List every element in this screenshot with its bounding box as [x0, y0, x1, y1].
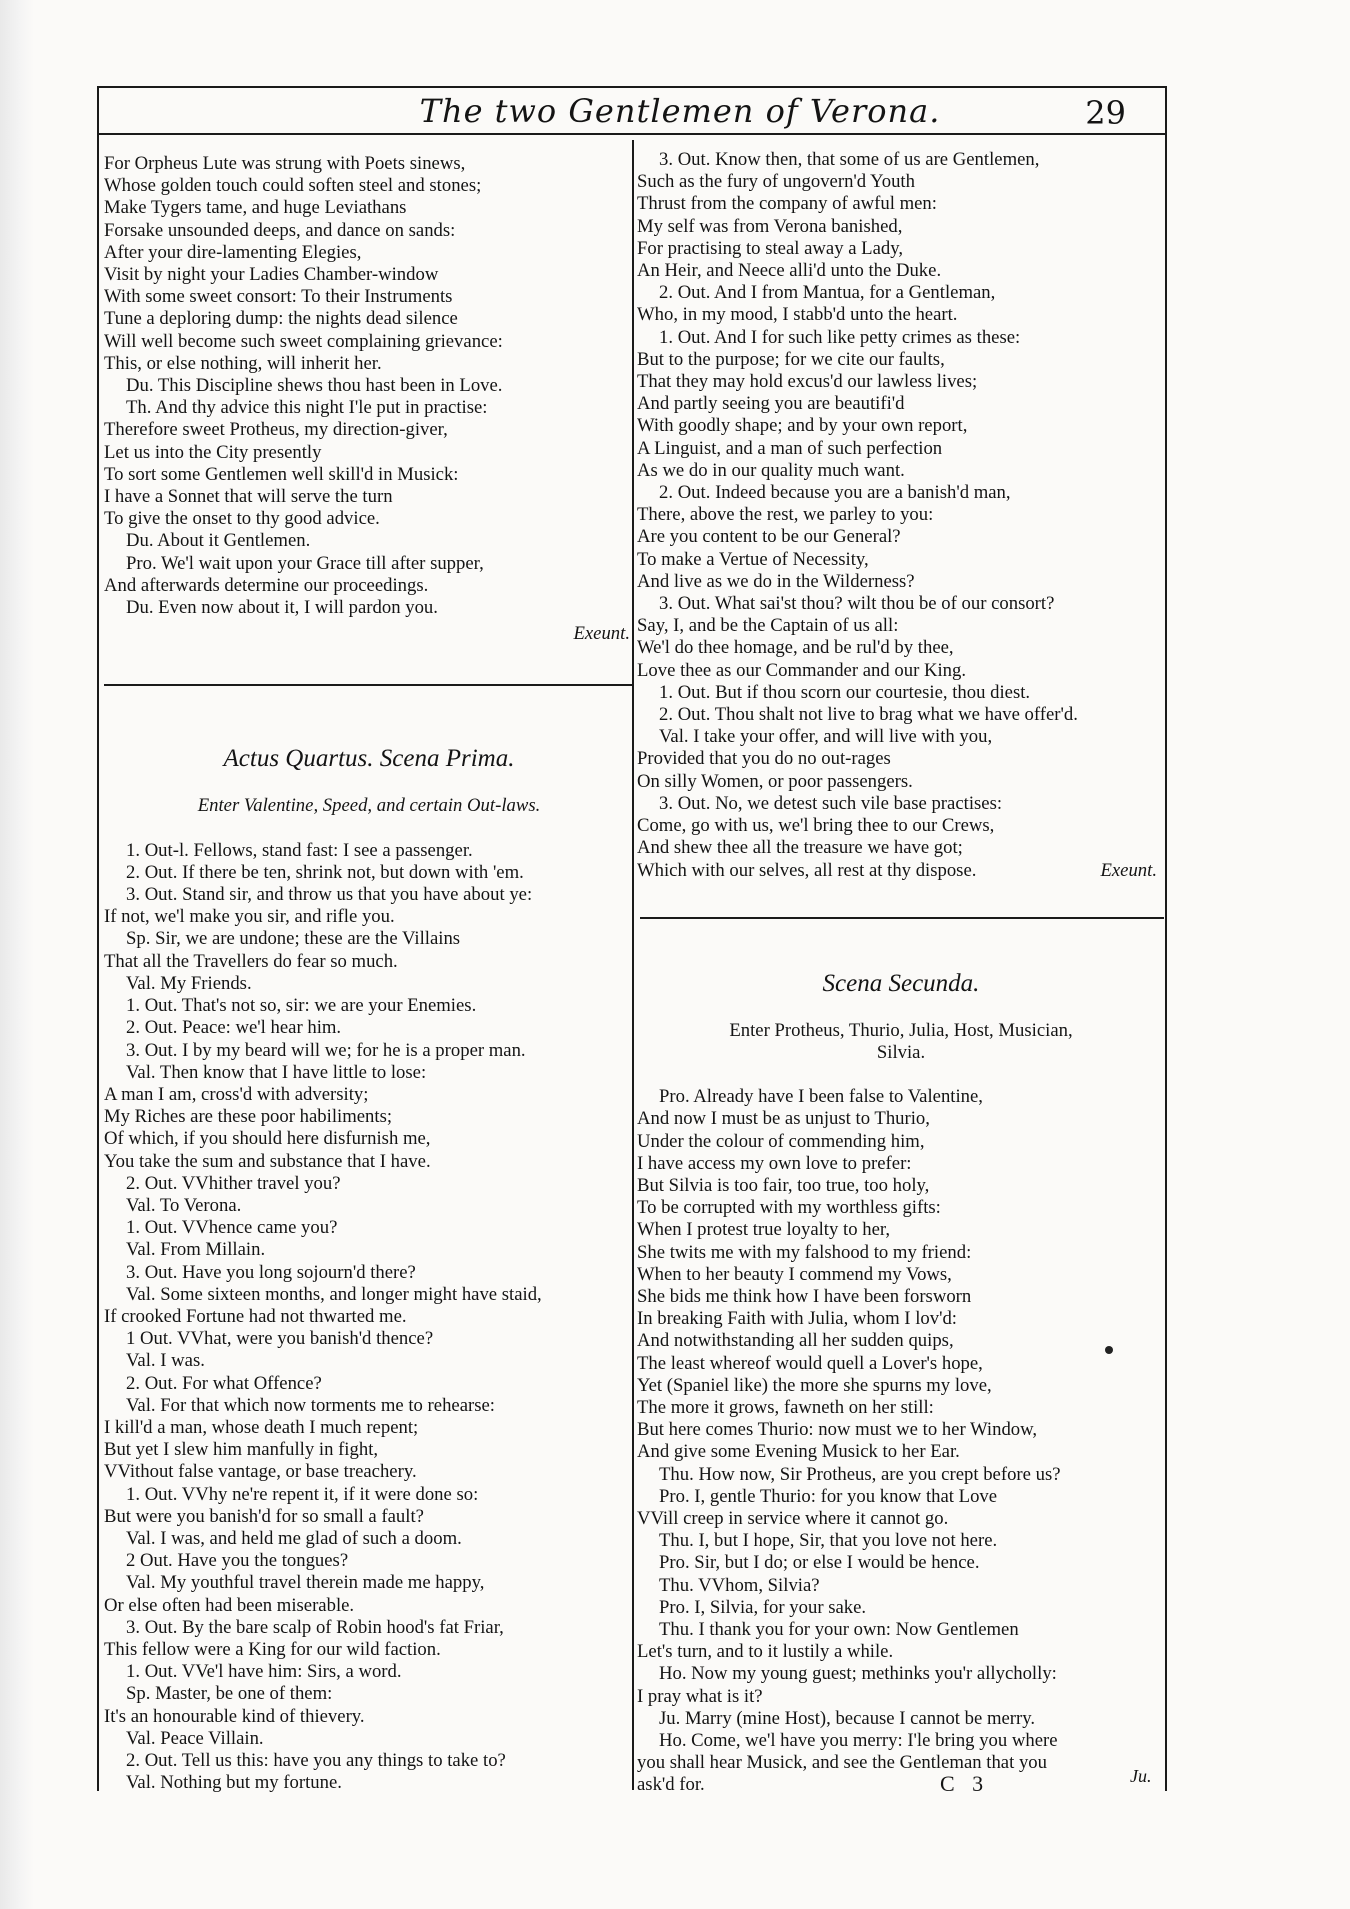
speech-line: Sp. Sir, we are undone; these are the Villains [126, 928, 461, 950]
speech-line: 3. Out. No, we detest such vile base practises: [659, 792, 1003, 814]
text-line: For Orpheus Lute was strung with Poets sinews, [104, 153, 466, 174]
text-line: This fellow were a King for our wild faction. [104, 1638, 441, 1660]
text-line: In breaking Faith with Julia, whom I lov'd: [637, 1308, 957, 1330]
text-line: Such as the fury of ungovern'd Youth [637, 171, 915, 193]
speech-line: 1. Out. VVhence came you? [126, 1217, 338, 1239]
speech-line: 3. Out. By the bare scalp of Robin hood's fat Friar, [126, 1616, 504, 1638]
scene-heading: Scena Secunda. [822, 969, 980, 997]
text-line: Come, go with us, we'l bring thee to our Crews, [637, 815, 995, 837]
stage-direction-continued: Silvia. [876, 1041, 926, 1063]
text-line: Which with our selves, all rest at thy dispose. [637, 859, 977, 881]
text-line: The more it grows, fawneth on her still: [637, 1396, 934, 1418]
text-line: But to the purpose; for we cite our faults, [637, 348, 945, 370]
text-line: Are you content to be our General? [637, 526, 901, 548]
speech-line: 3. Out. Stand sir, and throw us that you have about ye: [126, 884, 533, 906]
speech-line: 1. Out. That's not so, sir: we are your Enemies. [126, 995, 477, 1017]
speech-line: Thu. I, but I hope, Sir, that you love not here. [659, 1530, 998, 1552]
text-line: But yet I slew him manfully in fight, [104, 1439, 379, 1461]
speech-line: Sp. Master, be one of them: [126, 1683, 333, 1705]
text-line: Who, in my mood, I stabb'd unto the heart. [637, 304, 958, 326]
text-line: She twits me with my falshood to my friend: [637, 1241, 972, 1263]
text-line: Tune a deploring dump: the nights dead silence [104, 308, 458, 330]
right-scene-text [637, 1086, 1165, 1797]
speech-line: 1. Out. VVhy ne're repent it, if it were done so: [126, 1483, 479, 1505]
left-scene-text [104, 840, 634, 1795]
text-line: A man I am, cross'd with adversity; [104, 1083, 369, 1105]
speech-line: Val. To Verona. [126, 1194, 242, 1216]
text-line: She bids me think how I have been forsworn [637, 1285, 972, 1307]
running-title: The two Gentlemen of Verona. [419, 92, 941, 130]
speech-line: Pro. Already have I been false to Valentine, [659, 1086, 983, 1108]
text-line: There, above the rest, we parley to you: [637, 504, 934, 526]
text-line: After your dire-lamenting Elegies, [104, 241, 362, 263]
text-line: Provided that you do no out-rages [637, 748, 891, 770]
text-line: An Heir, and Neece alli'd unto the Duke. [637, 260, 942, 282]
text-line: To sort some Gentlemen well skill'd in Musick: [104, 463, 459, 485]
speech-line: 2 Out. Have you the tongues? [126, 1550, 349, 1572]
text-line: If not, we'l make you sir, and rifle you. [104, 906, 395, 928]
page-edge-shadow [0, 0, 34, 1909]
catchword: Ju. [1130, 1766, 1152, 1786]
speech-line: 1. Out. But if thou scorn our courtesie, thou diest. [659, 681, 1031, 703]
text-line: Forsake unsounded deeps, and dance on sands: [104, 219, 456, 241]
text-line: VVithout false vantage, or base treachery. [104, 1461, 417, 1483]
speech-line: 1. Out-l. Fellows, stand fast: I see a passenger. [126, 839, 473, 861]
speech-line: Val. For that which now torments me to rehearse: [126, 1394, 495, 1416]
text-line: If crooked Fortune had not thwarted me. [104, 1305, 407, 1327]
speech-line: Pro. I, gentle Thurio: for you know that Love [659, 1485, 998, 1507]
page-number: 29 [1085, 94, 1126, 132]
text-line: That they may hold excus'd our lawless lives; [637, 371, 978, 393]
text-line: And afterwards determine our proceedings. [104, 574, 429, 596]
speech-line: Val. Peace Villain. [126, 1727, 264, 1749]
speech-line: 2. Out. Indeed because you are a banish'd man, [659, 482, 1011, 504]
speech-line: 2. Out. Thou shalt not live to brag what we have offer'd. [659, 704, 1078, 726]
speech-line: Pro. Sir, but I do; or else I would be hence. [659, 1552, 980, 1574]
text-line: Yet (Spaniel like) the more she spurns my love, [637, 1374, 992, 1396]
speech-line: 3. Out. I by my beard will we; for he is a proper man. [126, 1039, 526, 1061]
header-bottom-rule [97, 133, 1167, 135]
speech-line: Val. Some sixteen months, and longer might have staid, [126, 1283, 542, 1305]
speech-line: 2. Out. Peace: we'l hear him. [126, 1017, 342, 1039]
speech-line: 2. Out. If there be ten, shrink not, but down with 'em. [126, 861, 524, 883]
speech-line: 2. Out. Tell us this: have you any things to take to? [126, 1750, 506, 1771]
text-line: Under the colour of commending him, [637, 1130, 925, 1152]
text-line: It's an honourable kind of thievery. [104, 1705, 365, 1727]
right-column [637, 149, 1165, 1797]
speech-line: Ho. Now my young guest; methinks you'r allycholly: [659, 1663, 1057, 1685]
right-border-rule [1165, 86, 1167, 1791]
speech-line: 3. Out. Know then, that some of us are Gentlemen, [659, 149, 1040, 170]
text-line: I have a Sonnet that will serve the turn [104, 486, 393, 508]
text-line: Whose golden touch could soften steel and stones; [104, 175, 482, 197]
text-line: We'l do thee homage, and be rul'd by thee, [637, 637, 954, 659]
left-border-rule [97, 86, 99, 1791]
speech-line: 2. Out. And I from Mantua, for a Gentleman, [659, 282, 996, 304]
speech-line: Val. I take your offer, and will live with you, [659, 726, 993, 748]
exit-direction: Exeunt. [573, 623, 630, 645]
speech-line: Ho. Come, we'l have you merry: I'le bring you where [659, 1730, 1058, 1751]
text-line: Say, I, and be the Captain of us all: [637, 615, 899, 637]
speech-line: 1. Out. And I for such like petty crimes as these: [659, 326, 1021, 348]
text-line: you shall hear Musick, and see the Gentleman that you [637, 1752, 1047, 1774]
text-line: Visit by night your Ladies Chamber-window [104, 264, 439, 286]
speech-line: 1. Out. VVe'l have him: Sirs, a word. [126, 1661, 402, 1683]
text-line: To be corrupted with my worthless gifts: [637, 1197, 941, 1219]
left-column [104, 153, 634, 1794]
text-line: Let's turn, and to it lustily a while. [637, 1641, 894, 1663]
speech-line: Val. My Friends. [126, 972, 252, 994]
text-line: But Silvia is too fair, too true, too holy, [637, 1174, 930, 1196]
text-line: Therefore sweet Protheus, my direction-giver, [104, 419, 448, 441]
text-line: I pray what is it? [637, 1685, 763, 1707]
speech-line: 2. Out. VVhither travel you? [126, 1172, 341, 1194]
text-line: Or else often had been miserable. [104, 1594, 355, 1616]
speech-line: Thu. VVhom, Silvia? [659, 1574, 820, 1596]
speech-line: 2. Out. For what Offence? [126, 1372, 322, 1394]
exit-direction: Exeunt. [1100, 859, 1157, 881]
text-line: Let us into the City presently [104, 441, 322, 463]
text-line: I have access my own love to prefer: [637, 1152, 912, 1174]
text-line: To make a Vertue of Necessity, [637, 548, 869, 570]
speech-line: Th. And thy advice this night I'le put in practise: [126, 397, 488, 419]
speech-line: Du. About it Gentlemen. [126, 530, 311, 552]
speech-line: 1 Out. VVhat, were you banish'd thence? [126, 1328, 434, 1350]
text-line: Love thee as our Commander and our King. [637, 659, 967, 681]
text-line: ask'd for. [637, 1774, 705, 1796]
speech-line: Pro. I, Silvia, for your sake. [659, 1596, 867, 1618]
text-line: VVill creep in service where it cannot go. [637, 1507, 949, 1529]
stage-direction: Enter Protheus, Thurio, Julia, Host, Musician, [729, 1019, 1073, 1041]
text-line: With goodly shape; and by your own report, [637, 415, 968, 437]
speech-line: Val. Then know that I have little to lose: [126, 1061, 427, 1083]
text-line: And live as we do in the Wilderness? [637, 570, 915, 592]
stage-direction: Enter Valentine, Speed, and certain Out-laws. [197, 795, 541, 817]
speech-line: Val. My youthful travel therein made me happy, [126, 1572, 485, 1594]
speech-line: Val. I was, and held me glad of such a doom. [126, 1527, 462, 1549]
text-line: And give some Evening Musick to her Ear. [637, 1441, 960, 1463]
speech-line: Thu. I thank you for your own: Now Gentlemen [659, 1618, 1019, 1640]
speech-line: Val. Nothing but my fortune. [126, 1772, 342, 1794]
text-line: When to her beauty I commend my Vows, [637, 1263, 952, 1285]
left-top-text [104, 153, 634, 645]
speech-line: 3. Out. Have you long sojourn'd there? [126, 1261, 416, 1283]
text-line: The least whereof would quell a Lover's hope, [637, 1352, 983, 1374]
text-line: And now I must be as unjust to Thurio, [637, 1108, 930, 1130]
text-line: And shew thee all the treasure we have got; [637, 837, 963, 859]
text-line: To give the onset to thy good advice. [104, 508, 380, 530]
speech-line: Val. I was. [126, 1350, 205, 1372]
right-top-text [637, 149, 1165, 882]
text-line: You take the sum and substance that I have. [104, 1150, 431, 1172]
text-line: Will well become such sweet complaining grievance: [104, 330, 503, 352]
ink-blot [1105, 1346, 1113, 1354]
text-line: Thrust from the company of awful men: [637, 193, 937, 215]
speech-line: Du. Even now about it, I will pardon you. [126, 597, 438, 619]
text-line: But here comes Thurio: now must we to her Window, [637, 1419, 1038, 1441]
speech-line: Du. This Discipline shews thou hast been in Love. [126, 375, 503, 397]
speech-line: Val. From Millain. [126, 1239, 266, 1261]
text-line: And partly seeing you are beautifi'd [637, 393, 905, 415]
text-line: When I protest true loyalty to her, [637, 1219, 891, 1241]
text-line: This, or else nothing, will inherit her. [104, 352, 382, 374]
text-line: As we do in our quality much want. [637, 459, 905, 481]
text-line: A Linguist, and a man of such perfection [637, 437, 943, 459]
speech-line: Pro. We'l wait upon your Grace till after supper, [126, 552, 484, 574]
text-line: But were you banish'd for so small a fault? [104, 1505, 424, 1527]
text-line: That all the Travellers do fear so much. [104, 950, 398, 972]
text-line: Make Tygers tame, and huge Leviathans [104, 197, 407, 219]
act-heading: Actus Quartus. Scena Prima. [223, 745, 515, 773]
signature-mark: C 3 [940, 1771, 990, 1796]
speech-line: Ju. Marry (mine Host), because I cannot be merry. [659, 1707, 1036, 1729]
text-line: With some sweet consort: To their Instruments [104, 286, 453, 308]
text-line: My self was from Verona banished, [637, 215, 903, 237]
speech-line: 3. Out. What sai'st thou? wilt thou be of our consort? [659, 593, 1055, 615]
text-line: I kill'd a man, whose death I much repent; [104, 1416, 419, 1438]
text-line: And notwithstanding all her sudden quips, [637, 1330, 954, 1352]
speech-line: Thu. How now, Sir Protheus, are you crept before us? [659, 1463, 1061, 1485]
text-line: My Riches are these poor habiliments; [104, 1106, 393, 1128]
header-top-rule [97, 86, 1167, 88]
text-line: Of which, if you should here disfurnish me, [104, 1128, 431, 1150]
text-line: On silly Women, or poor passengers. [637, 770, 913, 792]
text-line: For practising to steal away a Lady, [637, 237, 904, 259]
